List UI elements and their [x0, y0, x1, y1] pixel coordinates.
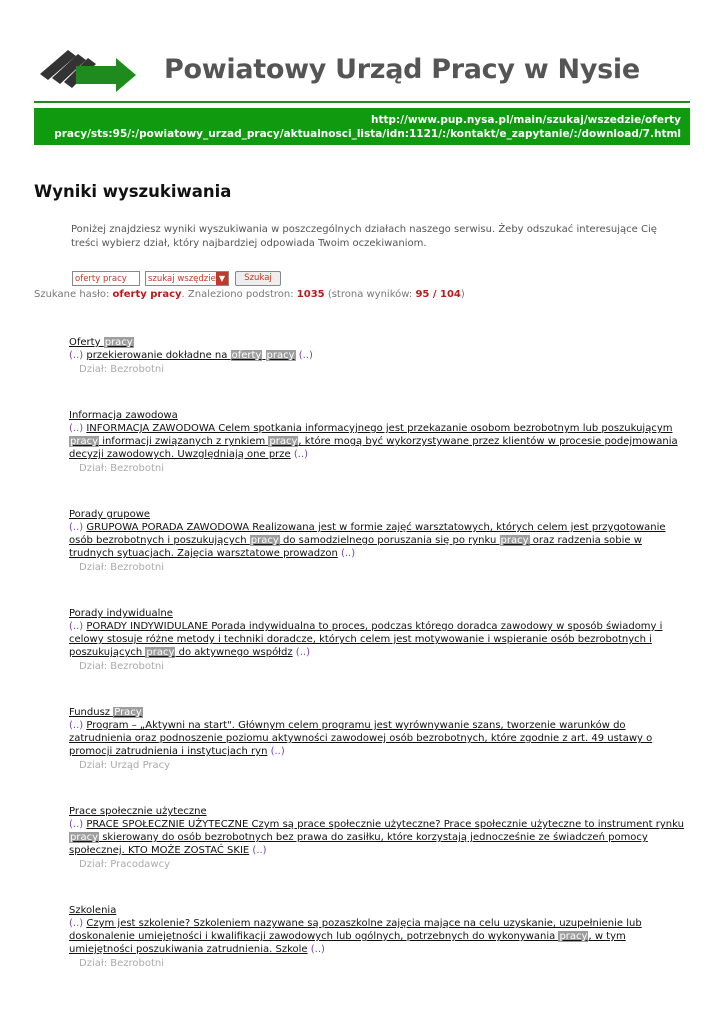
result-item: [69, 409, 689, 475]
result-item: [69, 904, 689, 970]
result-department: Dział: Pracodawcy: [79, 859, 171, 870]
ellipsis-start: (..): [69, 423, 87, 434]
summary-query: oferty pracy: [112, 289, 182, 300]
result-title-link[interactable]: Porady indywidualne: [69, 608, 173, 619]
result-snippet: [69, 719, 689, 758]
url-bar: [34, 108, 690, 145]
header-divider: [34, 101, 690, 103]
result-department: Dział: Bezrobotni: [79, 463, 165, 474]
ellipsis-start: (..): [69, 350, 87, 361]
result-department: Dział: Urząd Pracy: [79, 760, 171, 771]
search-highlight: oferty: [231, 350, 262, 361]
scope-selected: szukaj wszędzie: [148, 274, 216, 284]
ellipsis-end: (..): [337, 548, 356, 559]
arrow-stack-logo[interactable]: [38, 44, 138, 94]
result-department: Dział: Bezrobotni: [79, 958, 165, 969]
result-title-link[interactable]: Fundusz Pracy: [69, 707, 142, 718]
search-button[interactable]: Szukaj: [235, 271, 281, 286]
result-department: Dział: Bezrobotni: [79, 661, 165, 672]
ellipsis-start: (..): [69, 522, 87, 533]
search-highlight: pracy: [70, 832, 99, 843]
result-snippet: [69, 620, 689, 659]
result-department: Dział: Bezrobotni: [79, 562, 165, 573]
result-department: Dział: Bezrobotni: [79, 364, 165, 375]
result-item: [69, 706, 689, 772]
summary-suffix: ): [460, 289, 465, 300]
summary-page-label: (strona wyników:: [327, 289, 413, 300]
search-highlight: pracy: [269, 436, 298, 447]
search-highlight: pracy: [250, 535, 279, 546]
search-highlight: pracy: [266, 350, 295, 361]
result-snippet: [69, 422, 689, 461]
site-name: Powiatowy Urząd Pracy w Nysie: [164, 54, 640, 85]
chevron-down-icon[interactable]: ▼: [216, 272, 228, 285]
result-title-link[interactable]: Porady grupowe: [69, 509, 151, 520]
result-title-link[interactable]: Szkolenia: [69, 905, 117, 916]
search-highlight: pracy: [146, 647, 175, 658]
result-snippet-link[interactable]: PORADY INDYWIDULANE Porada indywidualna to proces, podczas którego doradca zawodowy w sposób świadomy i celowy stosuje różne metody i techniki doradcze, których celem jest motywowanie i wspieranie osób bezrobotnych i poszukujących pracy do aktywnego współdz: [69, 621, 663, 658]
search-input[interactable]: [72, 271, 140, 286]
result-snippet-link[interactable]: GRUPOWA PORADA ZAWODOWA Realizowana jest w formie zajęć warsztatowych, których celem jest przygotowanie osób bezrobotnych i poszukujących pracy do samodzielnego poruszania się po rynku pracy oraz radzenia sobie w trudnych sytuacjach. Zajęcia warsztatowe prowadzon: [69, 522, 666, 559]
ellipsis-end: (..): [267, 746, 285, 757]
result-snippet-link[interactable]: INFORMACJA ZAWODOWA Celem spotkania informacyjnego jest przekazanie osobom bezrobotnym lub poszukującym pracy informacji związanych z rynkiem pracy, które mogą być wykorzystywane przez klientów w procesie podejmowania decyzji zawodowych. Uwzględniają one prze: [69, 423, 678, 460]
result-title-link[interactable]: Prace społecznie użyteczne: [69, 806, 207, 817]
ellipsis-end: (..): [249, 845, 267, 856]
result-snippet: [69, 917, 689, 956]
result-snippet: [69, 349, 689, 362]
ellipsis-start: (..): [69, 819, 87, 830]
search-highlight: pracy: [104, 337, 133, 348]
result-snippet-link[interactable]: Czym jest szkolenie? Szkoleniem nazywane są pozaszkolne zajęcia mające na celu uzyskanie, uzupełnienie lub doskonalenie umiejętności i kwalifikacji zawodowych lub ogólnych, potrzebnych do wykonywania pracy, w tym umiejętności poszukiwania zatrudnienia. Szkole: [69, 918, 642, 955]
summary-found-label: . Znaleziono podstron:: [181, 289, 294, 300]
site-header: [34, 40, 690, 100]
result-item: [69, 607, 689, 673]
summary-found-count: 1035: [296, 289, 325, 300]
ellipsis-start: (..): [69, 621, 87, 632]
result-title-link[interactable]: Informacja zawodowa: [69, 410, 178, 421]
result-title-link[interactable]: Oferty pracy: [69, 337, 133, 348]
search-summary: [34, 289, 465, 300]
ellipsis-start: (..): [69, 918, 87, 929]
search-highlight: Pracy: [114, 707, 142, 718]
result-snippet-link[interactable]: PRACE SPOŁECZNIE UŻYTECZNE Czym są prace społecznie użyteczne? Prace społecznie użyteczne to instrument rynku pracy skierowany do osób bezrobotnych bez prawa do zasiłku, które korzystają jednocześnie ze świadczeń pomocy społecznej. KTO MOŻE ZOSTAĆ SKIE: [69, 819, 684, 856]
ellipsis-start: (..): [69, 720, 87, 731]
search-highlight: pracy: [70, 436, 99, 447]
result-snippet-link[interactable]: Program – „Aktywni na start". Głównym celem programu jest wyrównywanie szans, tworzenie warunków do zatrudnienia oraz podnoszenie poziomu aktywności zawodowej osób bezrobotnych, które zgodnie z art. 49 ustawy o promocji zatrudnienia i instytucjach ryn: [69, 720, 653, 757]
search-highlight: pracy: [559, 931, 588, 942]
ellipsis-end: (..): [295, 350, 313, 361]
url-line-2: pracy/sts:95/:/powiatowy_urzad_pracy/aktualnosci_lista/idn:1121/:/kontakt/e_zapytanie/:/download/7.html: [54, 128, 681, 140]
scope-select[interactable]: [145, 271, 229, 286]
result-snippet-link[interactable]: przekierowanie dokładne na oferty pracy: [86, 350, 295, 361]
summary-prefix: Szukane hasło:: [34, 289, 110, 300]
page-title: Wyniki wyszukiwania: [34, 182, 232, 201]
result-snippet: [69, 818, 689, 857]
ellipsis-end: (..): [290, 449, 309, 460]
intro-text: Poniżej znajdziesz wyniki wyszukiwania w poszczególnych działach naszego serwisu. Żeby odszukać interesujące Cię treści wybierz dział, który najbardziej odpowiada Twoim oczekiwaniom.: [71, 224, 657, 249]
ellipsis-end: (..): [292, 647, 310, 658]
url-line-1: http://www.pup.nysa.pl/main/szukaj/wszedzie/oferty: [371, 114, 681, 126]
summary-page-value: 95 / 104: [415, 289, 461, 300]
result-item: [69, 805, 689, 871]
search-highlight: pracy: [500, 535, 529, 546]
result-item: [69, 336, 689, 376]
result-snippet: [69, 521, 689, 560]
ellipsis-end: (..): [307, 944, 325, 955]
result-item: [69, 508, 689, 574]
